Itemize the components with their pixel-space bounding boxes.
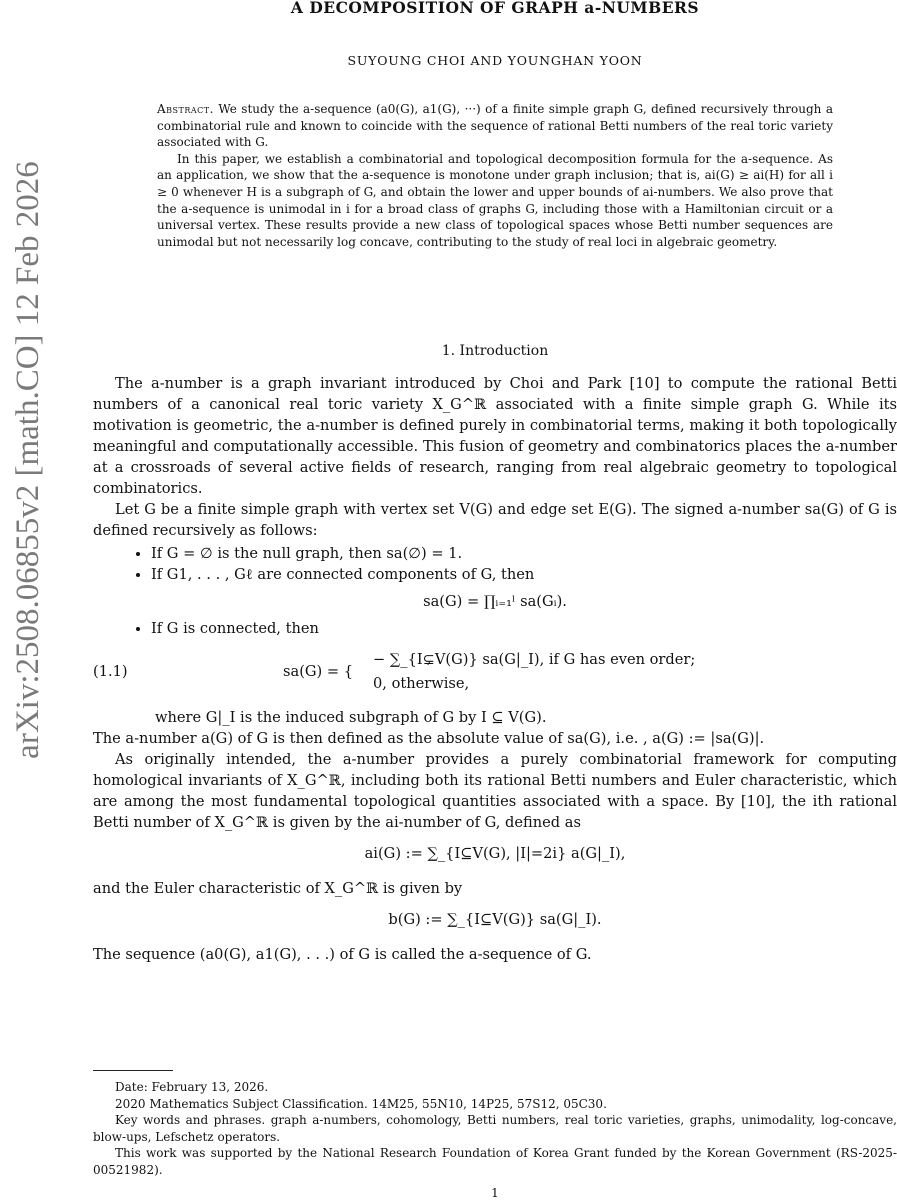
body-paragraph-6: The sequence (a0(G), a1(G), . . .) of G is called the a-sequence of G.: [93, 946, 592, 963]
arxiv-identifier: arXiv:2508.06855v2 [math.CO] 12 Feb 2026: [10, 161, 46, 759]
definition-list-2: [93, 618, 897, 639]
footnote-funding: This work was supported by the National Research Foundation of Korea Grant funded by the Korean Government (RS-2025-00521982).: [93, 1146, 897, 1177]
abstract-text-1: We study the a-sequence (a0(G), a1(G), ···) of a finite simple graph G, defined recursively through a combinatorial rule and known to coincide with the sequence of rational Betti numbers of the real toric variety associated with G.: [157, 102, 834, 150]
equation-case-2: 0, otherwise,: [373, 675, 470, 692]
definition-list: [93, 543, 897, 585]
recursive-equation: (1.1) sa(G) = { − ∑_{I⊊V(G)} sa(G|_I), if G has even order; 0, otherwise,: [93, 651, 696, 692]
body-paragraph-3: The a-number a(G) of G is then defined as the absolute value of sa(G), i.e. , a(G) := |sa(G)|.: [93, 730, 765, 747]
footnote-rule: [93, 1070, 173, 1071]
list-item: • If G is connected, then: [151, 618, 897, 639]
list-item: • If G = ∅ is the null graph, then sa(∅) = 1.: [151, 543, 897, 564]
abstract-label: Abstract.: [157, 102, 214, 116]
body-paragraph-5: and the Euler characteristic of X_G^ℝ is given by: [93, 880, 463, 897]
list-item: • If G1, . . . , Gℓ are connected components of G, then: [151, 564, 897, 585]
footnote-date: Date: February 13, 2026.: [115, 1080, 269, 1094]
equation-number: (1.1): [93, 663, 128, 680]
equation-case-1: − ∑_{I⊊V(G)} sa(G|_I), if G has even order;: [373, 651, 696, 668]
main-text: [93, 373, 897, 965]
paper-title: A DECOMPOSITION OF GRAPH a-NUMBERS: [290, 0, 700, 17]
product-equation: sa(G) = ∏ᵢ₌₁ˡ sa(Gᵢ).: [423, 593, 567, 610]
abstract-paragraph-1: [157, 101, 833, 151]
abstract: [157, 101, 833, 250]
b-equation: b(G) := ∑_{I⊆V(G)} sa(G|_I).: [388, 911, 602, 928]
section-heading: 1. Introduction: [441, 343, 549, 359]
body-paragraph-4: As originally intended, the a-number provides a purely combinatorial framework for computing homological invariants of X_G^ℝ, including both its rational Betti numbers and Euler characteristic, which are among the most fundamental topological quantities associated with a space. By [10], the ith rational Betti number of X_G^ℝ is given by the ai-number of G, defined as: [93, 751, 897, 831]
abstract-paragraph-2: In this paper, we establish a combinatorial and topological decomposition formula for the a-sequence. As an application, we show that the a-sequence is monotone under graph inclusion; that is, ai(G) ≥ ai(H) for all i ≥ 0 whenever H is a subgraph of G, and obtain the lower and upper bounds of ai-numbers. We also prove that the a-sequence is unimodal in i for a broad class of graphs G, including those with a Hamiltonian circuit or a universal vertex. These results provide a new class of topological spaces whose Betti number sequences are unimodal but not necessarily log concave, contributing to the study of real loci in algebraic geometry.: [157, 151, 833, 249]
body-paragraph-2: Let G be a finite simple graph with vertex set V(G) and edge set E(G). The signed a-number sa(G) of G is defined recursively as follows:: [93, 501, 897, 539]
where-clause: where G|_I is the induced subgraph of G by I ⊆ V(G).: [155, 709, 547, 726]
footnote-keywords: Key words and phrases. graph a-numbers, cohomology, Betti numbers, real toric varieties, graphs, unimodality, log-concave, blow-ups, Lefschetz operators.: [93, 1113, 897, 1144]
ai-equation: ai(G) := ∑_{I⊆V(G), |I|=2i} a(G|_I),: [364, 845, 626, 862]
footnote-msc: 2020 Mathematics Subject Classification. 14M25, 55N10, 14P25, 57S12, 05C30.: [115, 1096, 607, 1111]
paper-authors: SUYOUNG CHOI AND YOUNGHAN YOON: [347, 53, 643, 68]
page-number: 1: [491, 1186, 499, 1200]
body-paragraph-1: The a-number is a graph invariant introduced by Choi and Park [10] to compute the rational Betti numbers of a canonical real toric variety X_G^ℝ associated with a finite simple graph G. While its motivation is geometric, the a-number is defined purely in combinatorial terms, making it both topologically meaningful and computationally accessible. This fusion of geometry and combinatorics places the a-number at a crossroads of several active fields of research, ranging from real algebraic geometry to topological combinatorics.: [93, 375, 897, 497]
footnotes: [93, 1070, 897, 1178]
